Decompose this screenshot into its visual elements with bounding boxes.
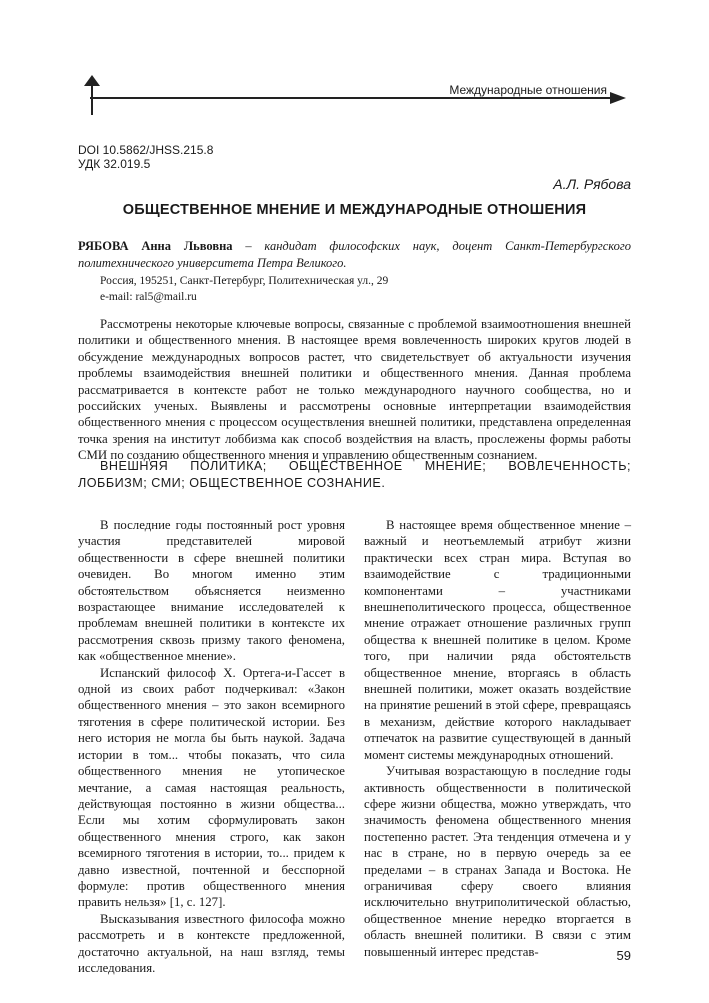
doi-line: DOI 10.5862/JHSS.215.8 (78, 143, 214, 157)
author-info (78, 238, 631, 272)
author-email: e-mail: ral5@mail.ru (100, 291, 197, 303)
running-header-section: Международные отношения (449, 83, 607, 97)
author-description: – кандидат философских наук, доцент Санкт-Петербургского политехнического университета Петра Великого. (78, 239, 631, 270)
paragraph: Испанский философ Х. Ортега-и-Гассет в одной из своих работ подчеркивал: «Закон общественного мнения – это закон всемирного тяготения в сфере политической истории. Без него история не могла бы быть наукой. Задача истории в том... чтобы показать, что сила общественного мнения не утопическое мечтание, а самая настоящая реальность, действующая постоянно в жизни общества... Если мы хотим сформулировать закон общественного мнения строго, как закон всемирного тяготения в истории, то... придем к давно известной, почтенной и бесспорной формуле: против общественного мнения править нельзя» [1, с. 127]. (78, 665, 345, 910)
header-horizontal-rule (90, 97, 612, 99)
paragraph: В последние годы постоянный рост уровня участия представителей мировой общественности в сфере внешней политики очевиден. Во многом именно этим обстоятельством объясняется неизменно возрастающее внимание исследователей к проблемам внешней политики в контексте их рассмотрения сквозь призму такого феномена, как «общественное мнение». (78, 518, 345, 664)
article-title: ОБЩЕСТВЕННОЕ МНЕНИЕ И МЕЖДУНАРОДНЫЕ ОТНОШЕНИЯ (122, 202, 587, 218)
keywords: ВНЕШНЯЯ ПОЛИТИКА; ОБЩЕСТВЕННОЕ МНЕНИЕ; ВОВЛЕЧЕННОСТЬ; ЛОББИЗМ; СМИ; ОБЩЕСТВЕННОЕ СОЗНАНИЕ. (78, 459, 631, 490)
header-vertical-rule (91, 77, 93, 115)
paragraph: Учитывая возрастающую в последние годы активность общественности в политической сфере жизни общества, можно утверждать, что значимость феномена общественного мнения постепенно растет. Эта тенденция отмечена и у нас в стране, но в первую очередь за ее пределами – в странах Запада и Востока. Не ограничивая сферу своего влияния исключительно внутриполитической областью, общественное мнение нередко вторгается в область внешней политики. В связи с этим повышенный интерес представ- (364, 764, 631, 959)
udk-line: УДК 32.019.5 (78, 157, 151, 171)
paragraph: Высказывания известного философа можно рассмотреть и в контексте предложенной, достаточно актуальной, на наш взгляд, темы исследования. (78, 911, 345, 975)
author-short-name: А.Л. Рябова (553, 176, 631, 192)
header-arrow-right-icon (610, 92, 626, 104)
paragraph: В настоящее время общественное мнение – важный и неотъемлемый атрибут жизни практически всех стран мира. Вступая во взаимодействие с традиционными компонентами – участниками внешнеполитического процесса, общественное мнение отражает отношение различных групп общества к внешней политике в целом. Кроме того, при наличии ряда обстоятельств общественное мнение, вторгаясь в область внешней политики, может оказать воздействие на принятие решений в этой сфере, превращаясь в механизм, действие которого накладывает отпечаток на развитие существующей в данный момент системы международных отношений. (364, 518, 631, 762)
author-address: Россия, 195251, Санкт-Петербург, Политехническая ул., 29 (100, 275, 389, 287)
body-column-left (78, 517, 345, 976)
page-number: 59 (616, 948, 631, 963)
author-name: РЯБОВА Анна Львовна (78, 239, 233, 253)
body-column-right (364, 517, 631, 960)
abstract: Рассмотрены некоторые ключевые вопросы, связанные с проблемой взаимоотношения внешней политики и общественного мнения. В настоящее время вовлеченность широких кругов людей в обсуждение международных вопросов растет, что свидетельствует об актуальности изучения проблемы взаимодействия внешней политики и общественного мнения. Данная проблема рассматривается в контексте работ не только международного научного сообщества, но и российских ученых. Выявлены и рассмотрены основные интерпретации взаимодействия общественного мнения с процессом осуществления внешней политики, представлена определенная точка зрения на институт лоббизма как способ воздействия на власть, прослежены формы работы СМИ по созданию общественного мнения и управлению общественным сознанием. (78, 317, 631, 463)
